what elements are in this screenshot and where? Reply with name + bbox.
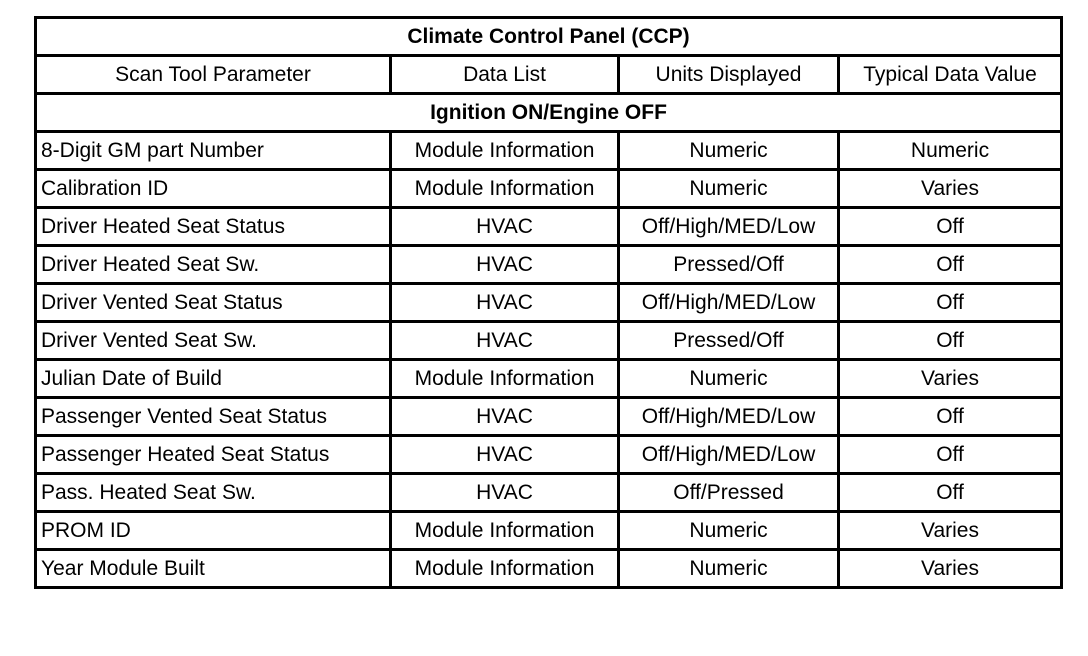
typical-value-cell: Varies <box>839 550 1062 588</box>
units-cell: Off/High/MED/Low <box>619 436 839 474</box>
parameter-cell: Driver Vented Seat Sw. <box>36 322 391 360</box>
table-row <box>36 360 1062 398</box>
data-list-cell: Module Information <box>391 550 619 588</box>
units-cell: Off/High/MED/Low <box>619 208 839 246</box>
typical-value-cell: Off <box>839 398 1062 436</box>
column-header-scan-tool-parameter: Scan Tool Parameter <box>36 56 391 94</box>
units-cell: Off/High/MED/Low <box>619 284 839 322</box>
data-list-cell: HVAC <box>391 436 619 474</box>
table-row <box>36 512 1062 550</box>
parameter-cell: Pass. Heated Seat Sw. <box>36 474 391 512</box>
parameter-cell: PROM ID <box>36 512 391 550</box>
typical-value-cell: Off <box>839 474 1062 512</box>
units-cell: Numeric <box>619 132 839 170</box>
data-list-cell: HVAC <box>391 474 619 512</box>
typical-value-cell: Varies <box>839 170 1062 208</box>
parameter-cell: Driver Heated Seat Status <box>36 208 391 246</box>
data-list-cell: HVAC <box>391 398 619 436</box>
typical-value-cell: Off <box>839 246 1062 284</box>
table-title: Climate Control Panel (CCP) <box>36 18 1062 56</box>
typical-value-cell: Off <box>839 208 1062 246</box>
units-cell: Off/Pressed <box>619 474 839 512</box>
table-row <box>36 246 1062 284</box>
units-cell: Numeric <box>619 550 839 588</box>
typical-value-cell: Off <box>839 322 1062 360</box>
table-row <box>36 550 1062 588</box>
units-cell: Numeric <box>619 360 839 398</box>
typical-value-cell: Off <box>839 436 1062 474</box>
section-heading: Ignition ON/Engine OFF <box>36 94 1062 132</box>
typical-value-cell: Varies <box>839 512 1062 550</box>
column-header-units-displayed: Units Displayed <box>619 56 839 94</box>
data-list-cell: Module Information <box>391 132 619 170</box>
units-cell: Pressed/Off <box>619 246 839 284</box>
units-cell: Pressed/Off <box>619 322 839 360</box>
table-row <box>36 398 1062 436</box>
typical-value-cell: Off <box>839 284 1062 322</box>
section-row <box>36 94 1062 132</box>
table-body <box>36 18 1062 588</box>
parameter-cell: 8-Digit GM part Number <box>36 132 391 170</box>
data-list-cell: HVAC <box>391 284 619 322</box>
parameter-cell: Julian Date of Build <box>36 360 391 398</box>
units-cell: Off/High/MED/Low <box>619 398 839 436</box>
data-list-cell: HVAC <box>391 246 619 284</box>
table-row <box>36 322 1062 360</box>
data-list-cell: HVAC <box>391 208 619 246</box>
table-row <box>36 436 1062 474</box>
ccp-data-table <box>34 16 1063 589</box>
table-row <box>36 474 1062 512</box>
data-list-cell: Module Information <box>391 512 619 550</box>
parameter-cell: Passenger Vented Seat Status <box>36 398 391 436</box>
units-cell: Numeric <box>619 170 839 208</box>
parameter-cell: Calibration ID <box>36 170 391 208</box>
typical-value-cell: Numeric <box>839 132 1062 170</box>
data-list-cell: Module Information <box>391 170 619 208</box>
table-row <box>36 284 1062 322</box>
parameter-cell: Year Module Built <box>36 550 391 588</box>
table-row <box>36 132 1062 170</box>
title-row <box>36 18 1062 56</box>
data-list-cell: Module Information <box>391 360 619 398</box>
table-row <box>36 208 1062 246</box>
parameter-cell: Driver Vented Seat Status <box>36 284 391 322</box>
units-cell: Numeric <box>619 512 839 550</box>
parameter-cell: Driver Heated Seat Sw. <box>36 246 391 284</box>
parameter-cell: Passenger Heated Seat Status <box>36 436 391 474</box>
column-header-data-list: Data List <box>391 56 619 94</box>
column-header-typical-data-value: Typical Data Value <box>839 56 1062 94</box>
header-row <box>36 56 1062 94</box>
data-list-cell: HVAC <box>391 322 619 360</box>
table-row <box>36 170 1062 208</box>
typical-value-cell: Varies <box>839 360 1062 398</box>
